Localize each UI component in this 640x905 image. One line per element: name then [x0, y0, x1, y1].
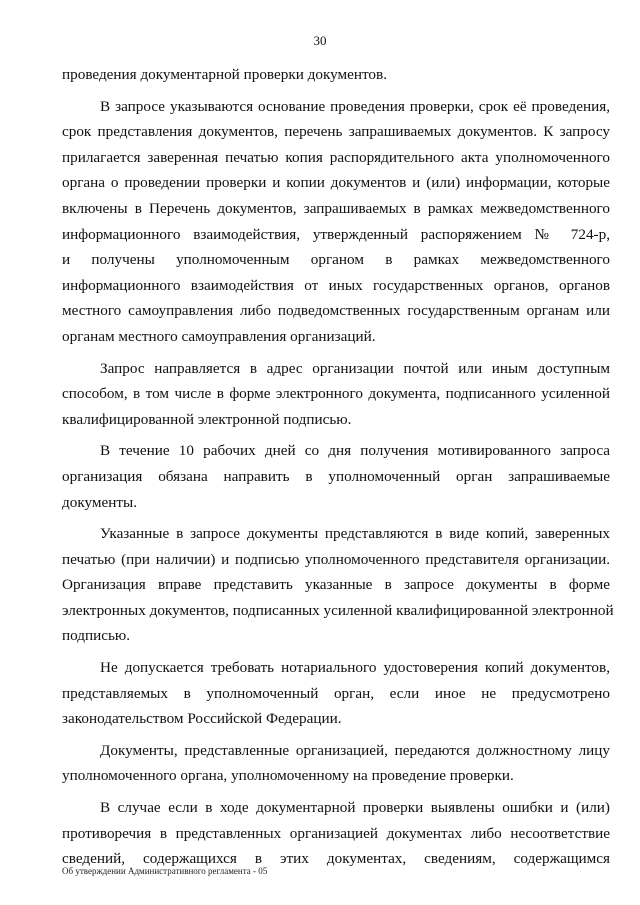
paragraph-request-contents: [62, 94, 610, 350]
text-line: органа о проведении проверки и копии документов и (или) информации, которые: [62, 174, 610, 192]
paragraph-request-delivery: [62, 356, 610, 433]
text-line: местного самоуправления либо подведомственных государственным органам или: [62, 302, 610, 320]
paragraph-notarization: [62, 655, 610, 732]
text-line: организация обязана направить в уполномоченный орган запрашиваемые: [62, 467, 610, 485]
paragraph-transfer: [62, 738, 610, 789]
text-line: проведения документарной проверки документов.: [62, 66, 387, 83]
text-line: В запросе указываются основание проведения проверки, срок её проведения,: [100, 97, 610, 115]
text-line: прилагается заверенная печатью копия распорядительного акта уполномоченного: [62, 148, 610, 166]
text-line: представляемых в уполномоченный орган, если иное не предусмотрено: [62, 684, 610, 702]
text-line: Организация вправе представить указанные в запросе документы в форме: [62, 576, 610, 594]
text-line: Не допускается требовать нотариального удостоверения копий документов,: [100, 659, 610, 677]
text-line: информационного взаимодействия от иных государственных органов, органов: [62, 276, 610, 294]
text-line: квалифицированной электронной подписью.: [62, 410, 352, 428]
text-line: Запрос направляется в адрес организации почтой или иным доступным: [100, 359, 610, 377]
text-line: органам местного самоуправления организаций.: [62, 327, 376, 345]
text-line: печатью (при наличии) и подписью уполномоченного представителя организации.: [62, 550, 610, 568]
text-line: подписью.: [62, 627, 131, 645]
text-line: уполномоченного органа, уполномоченному на проведение проверки.: [62, 767, 514, 785]
text-line: В течение 10 рабочих дней со дня получения мотивированного запроса: [100, 442, 610, 460]
text-line: Документы, представленные организацией, передаются должностному лицу: [100, 741, 610, 759]
text-line: и получены уполномоченным органом в рамках межведомственного: [62, 251, 610, 269]
text-line: сведений, содержащихся в этих документах, сведениям, содержащимся: [62, 850, 610, 868]
document-body: [62, 62, 614, 878]
text-line: электронных документов, подписанных усиленной квалифицированной электронной: [62, 601, 614, 619]
text-line: В случае если в ходе документарной проверки выявлены ошибки и (или): [100, 799, 610, 817]
paragraph-errors: [62, 795, 610, 872]
paragraph-continuation: [62, 62, 610, 88]
text-line: способом, в том числе в форме электронного документа, подписанного усиленной: [62, 385, 610, 403]
page-footer: Об утверждении Административного регламента - 05: [62, 866, 268, 876]
text-line: Указанные в запросе документы представляются в виде копий, заверенных: [100, 525, 610, 543]
text-line: законодательством Российской Федерации.: [62, 710, 342, 728]
paragraph-deadline: [62, 438, 610, 515]
paragraph-document-copies: [62, 521, 614, 649]
text-line: включены в Перечень документов, запрашиваемых в рамках межведомственного: [62, 199, 610, 217]
text-line: противоречия в представленных организацией документах либо несоответствие: [62, 824, 610, 842]
text-line: информационного взаимодействия, утвержденный распоряжением № 724-р,: [62, 225, 610, 243]
text-line: срок представления документов, перечень запрашиваемых документов. К запросу: [62, 123, 610, 141]
text-line: документы.: [62, 493, 137, 511]
page-number: 30: [313, 33, 327, 48]
